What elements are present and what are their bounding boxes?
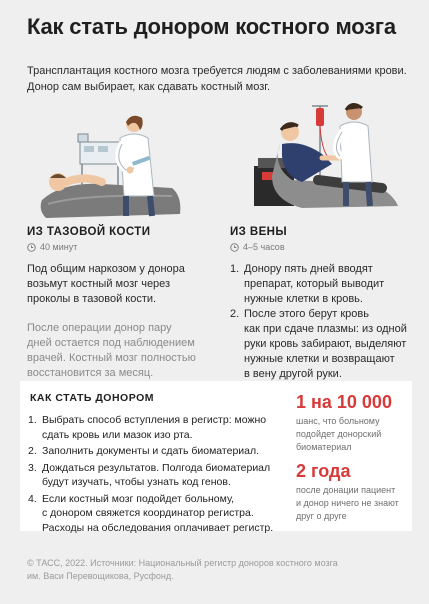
step-number: 2. [230,308,240,320]
anonymity-period-stat: 2 года [296,461,351,481]
list-item [230,307,415,382]
text-line: После операции донор пару [27,322,172,334]
intro-line: Трансплантация костного мозга требуется людям с заболеваниями крови. [27,65,407,77]
donor-steps-list [28,413,290,537]
card-title: КАК СТАТЬ ДОНОРОМ [30,392,155,404]
text-line: проколы в тазовой кости. [27,293,157,305]
step-number: 1. [28,414,37,426]
text-line: восстановится за месяц. [27,367,154,379]
text-line: как при сдаче плазмы: из одной [244,323,407,335]
text-line: будут изучать, чтобы узнать код генов. [42,476,231,488]
vein-method-duration [230,241,415,253]
step-number: 2. [28,445,37,457]
text-line: в вену другой руки. [244,368,342,380]
text-line: подойдет донорский [296,429,382,439]
text-line: биоматериал [296,442,352,452]
vein-method-steps [230,262,415,382]
list-item [28,461,290,490]
text-line: нужные клетки и возвращают [244,353,395,365]
text-line: Выбрать способ вступления в регистр: можно [42,414,267,426]
text-line: с донором свяжется координатор регистра. [42,507,254,519]
text-line: Если костный мозг подойдет больному, [42,492,235,505]
intro-line: Донор сам выбирает, как сдавать костный мозг. [27,81,271,93]
step-number: 1. [230,263,240,275]
duration-text: 40 минут [40,242,78,252]
text-line: им. Васи Перевощикова, Русфонд. [27,571,174,581]
list-item [28,492,290,536]
list-item [230,262,415,307]
clock-icon [27,243,36,252]
vein-method-column [230,225,415,382]
text-line: врачей. Костный мозг полностью [27,352,196,364]
anonymity-period-caption [296,484,406,523]
text-line: Заполнить документы и сдать биоматериал. [42,445,260,457]
page-title: Как стать донором костного мозга [27,14,396,39]
bone-method-duration [27,241,212,253]
clock-icon [230,243,239,252]
bone-method-column [27,225,212,381]
text-line: руки кровь забирают, выделяют [244,338,407,350]
text-line: Расходы на обследования оплачивает регистр. [42,521,274,534]
match-chance-stat: 1 на 10 000 [296,392,392,412]
intro-text [27,63,407,95]
text-line: Дождаться результатов. Полгода биоматериал [42,461,271,474]
vein-method-title: ИЗ ВЕНЫ [230,226,288,238]
text-line: шанс, что больному [296,416,380,426]
text-line: нужные клетки в кровь. [244,293,363,305]
text-line: сдать кровь или мазок изо рта. [42,428,193,441]
text-line: друг о друге [296,511,347,521]
text-line: и донор ничего не знают [296,498,399,508]
duration-text: 4–5 часов [243,242,285,252]
list-item [28,413,290,442]
text-line: Донору пять дней вводят [244,263,373,275]
match-chance-caption [296,415,406,454]
bone-method-note [27,321,212,381]
step-number: 3. [28,461,37,474]
source-footer [27,557,417,583]
step-number: 4. [28,492,37,505]
text-line: препарат, который выводит [244,278,385,290]
text-line: возьмут костный мозг через [27,278,171,290]
bone-method-description [27,262,212,307]
bone-method-title: ИЗ ТАЗОВОЙ КОСТИ [27,226,151,238]
text-line: © ТАСС, 2022. Источники: Национальный регистр доноров костного мозга [27,558,338,568]
list-item [28,444,290,459]
text-line: дней остается под наблюдением [27,337,195,349]
text-line: Под общим наркозом у донора [27,263,185,275]
text-line: После этого берут кровь [244,308,369,320]
how-to-become-donor-card [20,381,412,534]
text-line: после донации пациент [296,485,396,495]
vein-donation-illustration [232,96,412,224]
bone-marrow-procedure-illustration [22,104,192,224]
